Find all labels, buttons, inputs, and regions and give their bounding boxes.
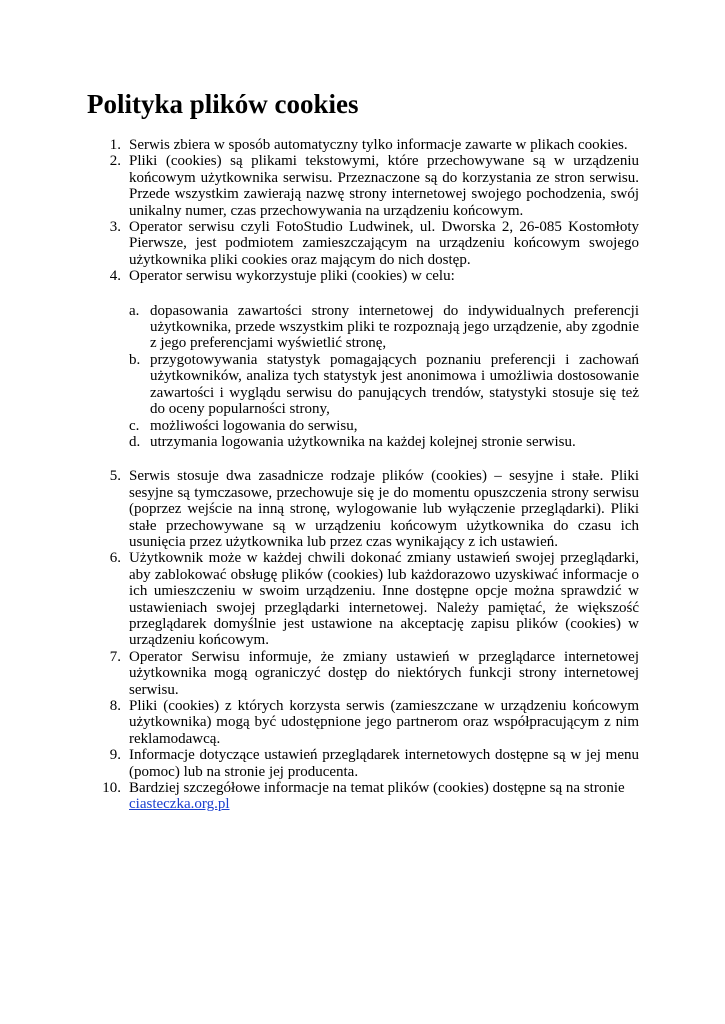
list-item xyxy=(87,468,639,550)
list-item xyxy=(87,780,639,813)
item-text: Użytkownik może w każdej chwili dokonać zmiany ustawień swojej przeglądarki, aby zablokować obsługę plików (cookies) lub każdorazowo uzyskiwać informacje o ich umieszczeniu w swoim urządzeniu. Inne dostępne opcje można sprawdzić w ustawieniach swojej przeglądarki internetowej. Należy pamiętać, że większość przeglądarek domyślnie jest ustawione na akceptację zapisu plików (cookies) w urządzeniu końcowym. xyxy=(129,550,639,649)
item-text: Informacje dotyczące ustawień przeglądarek internetowych dostępne są w jej menu (pomoc) lub na stronie jej producenta. xyxy=(129,747,639,780)
subitem-text: utrzymania logowania użytkownika na każdej kolejnej stronie serwisu. xyxy=(150,433,576,450)
policy-list xyxy=(87,137,639,813)
list-item xyxy=(87,219,639,268)
sublist-item xyxy=(129,352,639,418)
item-number: 1. xyxy=(109,137,121,153)
item-text: Operator Serwisu informuje, że zmiany ustawień w przeglądarce internetowej użytkownika mogą ograniczyć dostęp do niektórych funkcji strony internetowej serwisu. xyxy=(129,648,639,698)
list-item xyxy=(87,698,639,747)
item-text: Pliki (cookies) z których korzysta serwis (zamieszczane w urządzeniu końcowym użytkownika) mogą być udostępnione jego partnerom oraz współpracującym z nim reklamodawcą. xyxy=(129,698,639,747)
subitem-letter: c. xyxy=(129,417,140,434)
purpose-sublist xyxy=(87,303,639,451)
list-item xyxy=(87,268,639,284)
item-text: Pliki (cookies) są plikami tekstowymi, które przechowywane są w urządzeniu końcowym użytkownika serwisu. Przeznaczone są do korzystania ze stron serwisu. Przede wszystkim zawierają nazwę strony internetowej swojego pochodzenia, swój unikalny numer, czas przechowywania na urządzeniu końcowym. xyxy=(129,153,639,219)
list-item xyxy=(87,550,639,648)
list-item xyxy=(87,747,639,780)
subitem-letter: b. xyxy=(129,351,141,368)
item-number: 5. xyxy=(109,468,121,485)
item-number: 8. xyxy=(109,698,121,714)
item-text: Serwis zbiera w sposób automatyczny tylko informacje zawarte w plikach cookies. xyxy=(129,137,628,153)
item-number: 3. xyxy=(109,219,121,236)
item-number: 7. xyxy=(109,648,121,665)
item-text-body: Bardziej szczegółowe informacje na temat plików (cookies) dostępne są na stronie xyxy=(129,780,625,797)
item-number: 10. xyxy=(102,780,121,797)
sublist-item xyxy=(129,434,639,450)
subitem-letter: d. xyxy=(129,433,141,450)
subitem-text: przygotowywania statystyk pomagających poznaniu preferencji i zachowań użytkowników, analiza tych statystyk jest anonimowa i umożliwia dostosowanie zawartości i wyglądu serwisu do panujących trendów, statystyki stosuje się też do oceny popularności strony, xyxy=(150,351,639,418)
list-item xyxy=(87,649,639,698)
item-number: 6. xyxy=(109,550,121,567)
item-text xyxy=(129,780,639,813)
item-text: Operator serwisu wykorzystuje pliki (cookies) w celu: xyxy=(129,268,455,285)
item-number: 2. xyxy=(109,153,121,170)
ciasteczka-link[interactable]: ciasteczka.org.pl xyxy=(129,796,230,813)
item-text: Serwis stosuje dwa zasadnicze rodzaje plików (cookies) – sesyjne i stałe. Pliki sesyjne są tymczasowe, przechowuje się je do momentu opuszczenia strony serwisu (poprzez wejście na inną stronę, wylogowanie lub wyłączenie przeglądarki). Pliki stałe przechowywane są w urządzeniu końcowym użytkownika do czasu ich usunięcia przez użytkownika lub przez czas wynikający z ich ustawień. xyxy=(129,468,639,550)
sublist-item xyxy=(129,303,639,352)
item-text: Operator serwisu czyli FotoStudio Ludwinek, ul. Dworska 2, 26-085 Kostomłoty Pierwsze, jest podmiotem zamieszczającym na urządzeniu końcowym swojego użytkownika pliki cookies oraz mającym do nich dostęp. xyxy=(129,219,639,268)
subitem-letter: a. xyxy=(129,302,140,319)
subitem-text: możliwości logowania do serwisu, xyxy=(150,417,358,434)
sublist-item xyxy=(129,418,639,434)
item-number: 4. xyxy=(109,268,121,285)
item-number: 9. xyxy=(109,747,121,764)
list-item xyxy=(87,153,639,219)
list-item xyxy=(87,137,639,153)
subitem-text: dopasowania zawartości strony internetowej do indywidualnych preferencji użytkownika, przede wszystkim pliki te rozpoznają jego urządzenie, aby zgodnie z jego preferencjami wyświetlić stronę, xyxy=(150,302,639,352)
page-title: Polityka plików cookies xyxy=(87,89,359,119)
